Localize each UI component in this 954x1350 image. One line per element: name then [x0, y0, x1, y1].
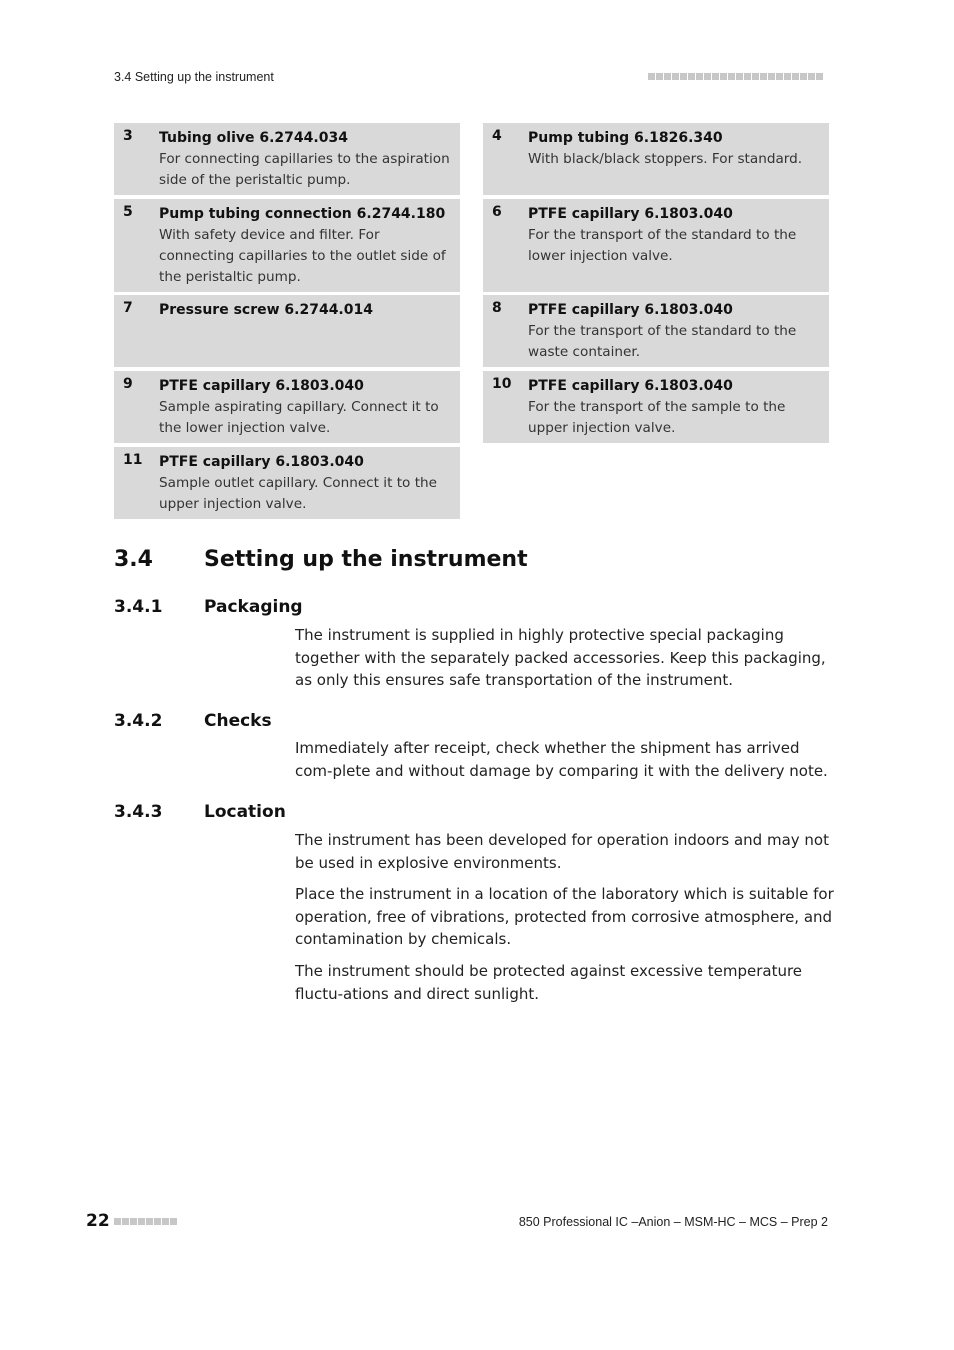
part-title: PTFE capillary 6.1803.040 [528, 378, 733, 394]
part-cell [483, 295, 829, 367]
subsection-heading-packaging [114, 597, 303, 617]
part-number: 6 [492, 204, 502, 220]
part-title: Pressure screw 6.2744.014 [159, 302, 373, 318]
part-description: For the transport of the sample to the upper injection valve. [528, 399, 786, 436]
part-number: 8 [492, 300, 502, 316]
subsection-number: 3.4.2 [114, 711, 163, 731]
location-paragraph-2: Place the instrument in a location of the laboratory which is suitable for operation, free of vibrations, protected from corrosive atmosphere, and contamination by chemicals. [295, 885, 834, 948]
subsection-heading-checks [114, 711, 272, 731]
part-cell [483, 371, 829, 443]
subsection-number: 3.4.1 [114, 597, 163, 617]
section-heading [114, 547, 528, 572]
checks-paragraph: Immediately after receipt, check whether the shipment has arrived com-plete and without damage by comparing it with the delivery note. [295, 739, 828, 780]
part-description: With safety device and filter. For connecting capillaries to the outlet side of the peristaltic pump. [159, 227, 446, 285]
location-paragraph-3: The instrument should be protected against excessive temperature fluctu-ations and direct sunlight. [295, 962, 803, 1003]
part-cell [114, 447, 460, 519]
part-description: For the transport of the standard to the lower injection valve. [528, 227, 797, 264]
part-cell [483, 199, 829, 292]
part-title: Pump tubing 6.1826.340 [528, 130, 723, 146]
part-title: PTFE capillary 6.1803.040 [159, 454, 364, 470]
part-title: Pump tubing connection 6.2744.180 [159, 206, 446, 222]
part-number: 9 [123, 376, 133, 392]
part-number: 4 [492, 128, 502, 144]
part-description: Sample aspirating capillary. Connect it to the lower injection valve. [159, 399, 439, 436]
part-number: 3 [123, 128, 133, 144]
part-number: 10 [492, 376, 512, 392]
part-number: 7 [123, 300, 133, 316]
page-number: 22 [86, 1211, 110, 1231]
part-title: PTFE capillary 6.1803.040 [528, 302, 733, 318]
section-number: 3.4 [114, 547, 153, 572]
part-description: For connecting capillaries to the aspiration side of the peristaltic pump. [159, 151, 450, 188]
part-description: For the transport of the standard to the waste container. [528, 323, 797, 360]
location-paragraph-1: The instrument has been developed for operation indoors and may not be used in explosive environments. [295, 831, 829, 872]
part-number: 11 [123, 452, 143, 468]
footer-document-title: 850 Professional IC –Anion – MSM-HC – MCS – Prep 2 [518, 1215, 828, 1229]
header-decoration [648, 73, 823, 80]
section-title: Setting up the instrument [204, 547, 528, 572]
part-cell [114, 199, 460, 292]
footer-decoration [114, 1218, 177, 1225]
part-cell [483, 123, 829, 195]
subsection-title: Location [204, 802, 286, 822]
part-number: 5 [123, 204, 133, 220]
part-title: Tubing olive 6.2744.034 [159, 130, 348, 146]
part-title: PTFE capillary 6.1803.040 [159, 378, 364, 394]
packaging-paragraph: The instrument is supplied in highly protective special packaging together with the separately packed accessories. Keep this packaging, as only this ensures safe transportation of the instrument. [295, 626, 826, 689]
part-description: Sample outlet capillary. Connect it to the upper injection valve. [159, 475, 438, 512]
part-description: With black/black stoppers. For standard. [528, 151, 803, 167]
subsection-number: 3.4.3 [114, 802, 163, 822]
part-cell [114, 123, 460, 195]
part-cell [114, 371, 460, 443]
subsection-heading-location [114, 802, 286, 822]
part-title: PTFE capillary 6.1803.040 [528, 206, 733, 222]
subsection-title: Checks [204, 711, 272, 731]
part-cell [114, 295, 460, 367]
running-header: 3.4 Setting up the instrument [114, 70, 274, 84]
subsection-title: Packaging [204, 597, 303, 617]
